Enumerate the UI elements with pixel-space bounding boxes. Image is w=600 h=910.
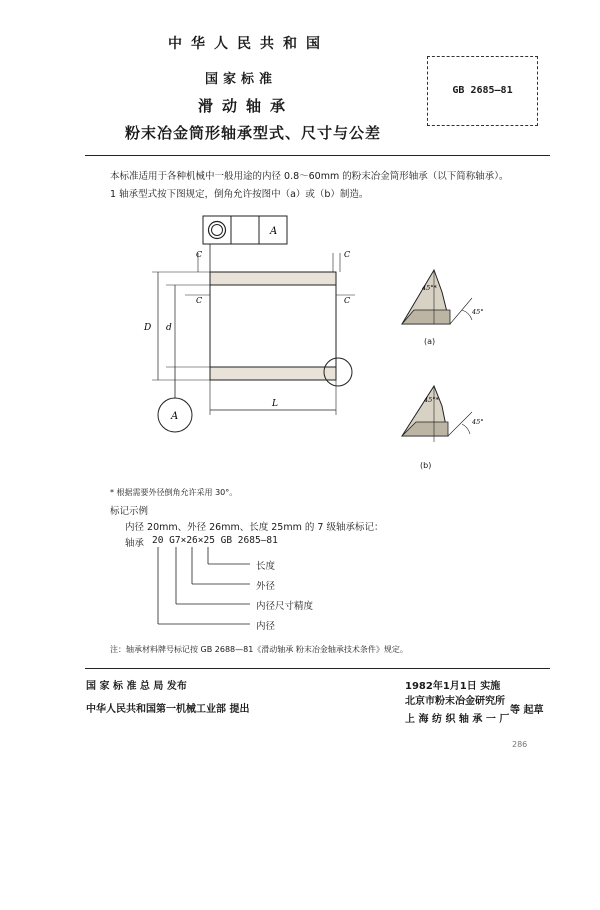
- sub-title: 粉末冶金筒形轴承型式、尺寸与公差: [125, 124, 382, 142]
- datum-frame-label: A: [270, 226, 278, 237]
- marking-example: 内径 20mm、外径 26mm、长度 25mm 的 7 级轴承标记：: [125, 522, 384, 533]
- footer-proposer: 中华人民共和国第一机械工业部 提出: [86, 704, 250, 715]
- detail-a-caption: (a): [424, 337, 436, 346]
- marking-legend-leaders: [148, 547, 258, 632]
- bearing-wall-top: [210, 272, 336, 285]
- detail-a-drawing: [392, 262, 502, 334]
- header-rule: [85, 155, 550, 156]
- legend-length: 长度: [256, 561, 276, 572]
- standard-number-box: [427, 56, 538, 126]
- datum-circle-label: A: [171, 411, 179, 422]
- detail-b-angle-star: 45°*: [424, 396, 439, 404]
- footer-date: 1982年1月1日 实施: [405, 681, 501, 692]
- dim-c-top-right: C: [344, 250, 351, 259]
- legend-inner-diameter: 内径: [256, 621, 276, 632]
- datum-frame: [203, 216, 287, 244]
- legend-outer-diameter: 外径: [256, 581, 276, 592]
- chamfer-note: * 根据需要外径倒角允许采用 30°。: [110, 488, 238, 497]
- dim-L: L: [272, 399, 278, 409]
- detail-b-angle: 45°: [472, 418, 484, 426]
- dim-D: D: [144, 323, 152, 333]
- footer-drafter-2: 上 海 纺 织 轴 承 一 厂: [405, 714, 510, 725]
- standard-number: GB 2685—81: [452, 85, 513, 96]
- legend-bore-tolerance: 内径尺寸精度: [256, 601, 314, 612]
- bearing-wall-bottom: [210, 367, 336, 380]
- marking-heading: 标记示例: [110, 506, 149, 517]
- dim-c-top-left: C: [196, 250, 203, 259]
- bearing-drawing: [130, 210, 360, 435]
- detail-b-caption: (b): [420, 461, 432, 470]
- marking-code: 20 G7×26×25 GB 2685—81: [152, 535, 278, 546]
- detail-a-angle-star: 45°*: [422, 284, 437, 292]
- clause-1: 1 轴承型式按下图规定，倒角允许按图中（a）或（b）制造。: [110, 189, 369, 200]
- dim-c-right: C: [344, 296, 351, 305]
- material-note: 注：轴承材料牌号标记按 GB 2688—81《滑动轴承 粉末冶金轴承技术条件》规定。: [110, 645, 408, 654]
- page-number: 286: [512, 740, 528, 749]
- detail-b-drawing: [392, 372, 502, 452]
- dim-d: d: [166, 323, 172, 333]
- intro-paragraph: 本标准适用于各种机械中一般用途的内径 0.8～60mm 的粉末冶金筒形轴承（以下简称轴承）。: [110, 171, 509, 182]
- footer-drafter-1: 北京市粉末冶金研究所: [405, 696, 505, 707]
- marking-code-label: 轴承: [125, 538, 145, 549]
- footer-draft-suffix: 等 起草: [510, 705, 544, 716]
- footer-rule: [85, 668, 550, 669]
- country-title: 中华人民共和国: [168, 36, 329, 52]
- main-title: 滑动轴承: [198, 97, 295, 115]
- footer-publisher: 国 家 标 准 总 局 发布: [86, 681, 187, 692]
- dim-c-left: C: [196, 296, 203, 305]
- detail-a-angle: 45°: [472, 308, 484, 316]
- standard-category: 国家标准: [205, 72, 278, 87]
